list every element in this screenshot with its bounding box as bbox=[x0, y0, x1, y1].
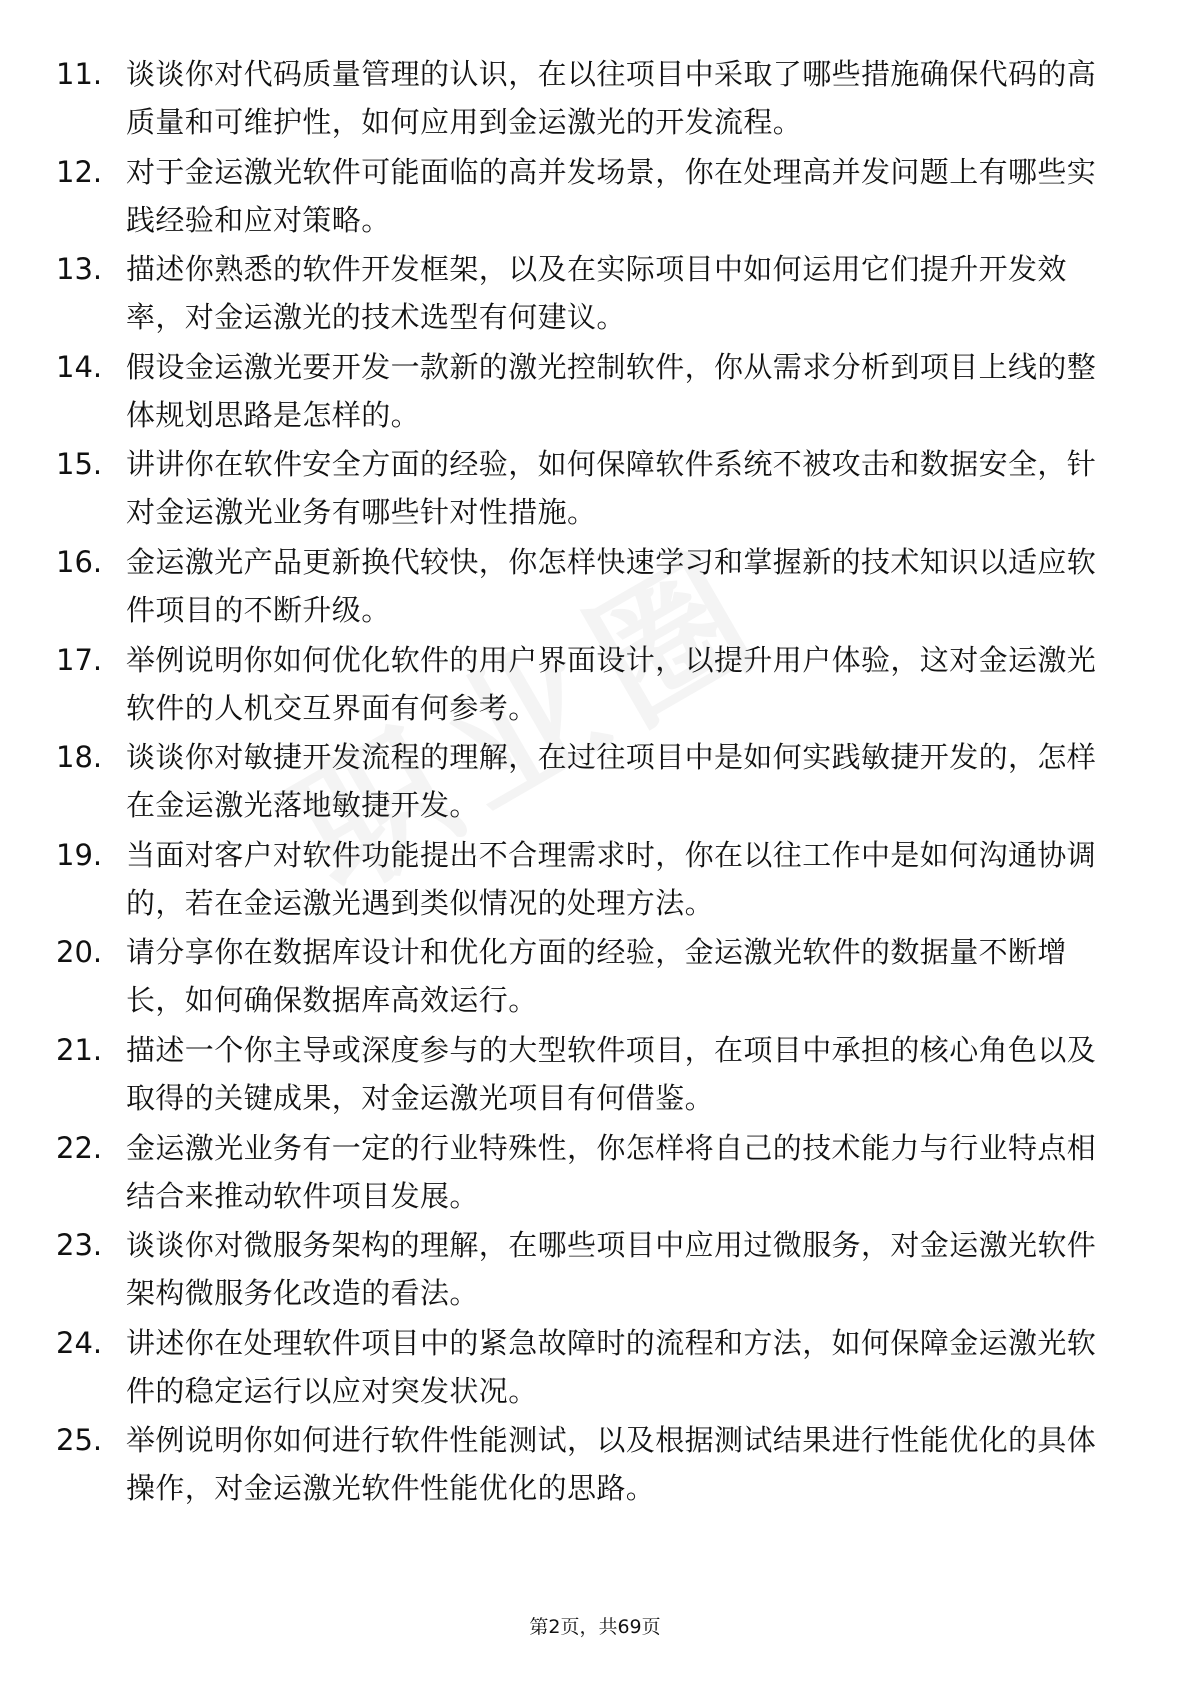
question-list bbox=[56, 50, 1116, 1514]
question-number: 15. bbox=[56, 447, 103, 482]
question-item bbox=[56, 343, 1116, 441]
question-number: 18. bbox=[56, 740, 103, 775]
question-item bbox=[56, 1221, 1116, 1319]
question-item bbox=[56, 1124, 1116, 1222]
question-text: 金运激光业务有一定的行业特殊性，你怎样将自己的技术能力与行业特点相结合来推动软件项目发展。 bbox=[126, 1130, 1097, 1213]
question-text: 假设金运激光要开发一款新的激光控制软件，你从需求分析到项目上线的整体规划思路是怎样的。 bbox=[126, 349, 1097, 432]
question-item bbox=[56, 1026, 1116, 1124]
question-number: 11. bbox=[56, 57, 103, 91]
question-text: 讲述你在处理软件项目中的紧急故障时的流程和方法，如何保障金运激光软件的稳定运行以应对突发状况。 bbox=[126, 1325, 1097, 1408]
question-item bbox=[56, 538, 1116, 636]
question-text: 谈谈你对敏捷开发流程的理解，在过往项目中是如何实践敏捷开发的，怎样在金运激光落地敏捷开发。 bbox=[126, 740, 1097, 823]
question-text: 谈谈你对微服务架构的理解，在哪些项目中应用过微服务，对金运激光软件架构微服务化改造的看法。 bbox=[126, 1228, 1097, 1311]
question-number: 17. bbox=[56, 642, 103, 677]
question-number: 24. bbox=[56, 1325, 103, 1360]
question-text: 当面对客户对软件功能提出不合理需求时，你在以往工作中是如何沟通协调的，若在金运激光遇到类似情况的处理方法。 bbox=[126, 837, 1097, 920]
question-number: 14. bbox=[56, 349, 103, 384]
question-item bbox=[56, 245, 1116, 343]
question-number: 20. bbox=[56, 935, 103, 970]
question-text: 谈谈你对代码质量管理的认识，在以往项目中采取了哪些措施确保代码的高质量和可维护性，如何应用到金运激光的开发流程。 bbox=[126, 57, 1097, 139]
question-item bbox=[56, 1319, 1116, 1417]
question-item bbox=[56, 831, 1116, 929]
question-number: 25. bbox=[56, 1423, 103, 1458]
question-text: 举例说明你如何进行软件性能测试，以及根据测试结果进行性能优化的具体操作，对金运激光软件性能优化的思路。 bbox=[126, 1423, 1097, 1506]
question-item bbox=[56, 440, 1116, 538]
question-text: 描述一个你主导或深度参与的大型软件项目，在项目中承担的核心角色以及取得的关键成果，对金运激光项目有何借鉴。 bbox=[126, 1032, 1097, 1115]
question-number: 23. bbox=[56, 1228, 103, 1263]
question-number: 19. bbox=[56, 837, 103, 872]
question-text: 金运激光产品更新换代较快，你怎样快速学习和掌握新的技术知识以适应软件项目的不断升级。 bbox=[126, 544, 1097, 627]
page-footer: 第2页，共69页 bbox=[529, 1616, 661, 1638]
question-item bbox=[56, 1416, 1116, 1514]
question-text: 请分享你在数据库设计和优化方面的经验，金运激光软件的数据量不断增长，如何确保数据库高效运行。 bbox=[126, 935, 1067, 1018]
question-item bbox=[56, 928, 1116, 1026]
question-number: 21. bbox=[56, 1032, 103, 1067]
question-item bbox=[56, 50, 1116, 148]
question-number: 16. bbox=[56, 544, 103, 579]
question-item bbox=[56, 733, 1116, 831]
question-item bbox=[56, 636, 1116, 734]
question-item bbox=[56, 148, 1116, 246]
question-number: 22. bbox=[56, 1130, 103, 1165]
question-text: 举例说明你如何优化软件的用户界面设计，以提升用户体验，这对金运激光软件的人机交互界面有何参考。 bbox=[126, 642, 1097, 725]
question-number: 12. bbox=[56, 154, 103, 189]
question-text: 描述你熟悉的软件开发框架，以及在实际项目中如何运用它们提升开发效率，对金运激光的技术选型有何建议。 bbox=[126, 252, 1067, 335]
question-text: 讲讲你在软件安全方面的经验，如何保障软件系统不被攻击和数据安全，针对金运激光业务有哪些针对性措施。 bbox=[126, 447, 1097, 530]
question-number: 13. bbox=[56, 252, 103, 287]
question-text: 对于金运激光软件可能面临的高并发场景，你在处理高并发问题上有哪些实践经验和应对策略。 bbox=[126, 154, 1097, 237]
